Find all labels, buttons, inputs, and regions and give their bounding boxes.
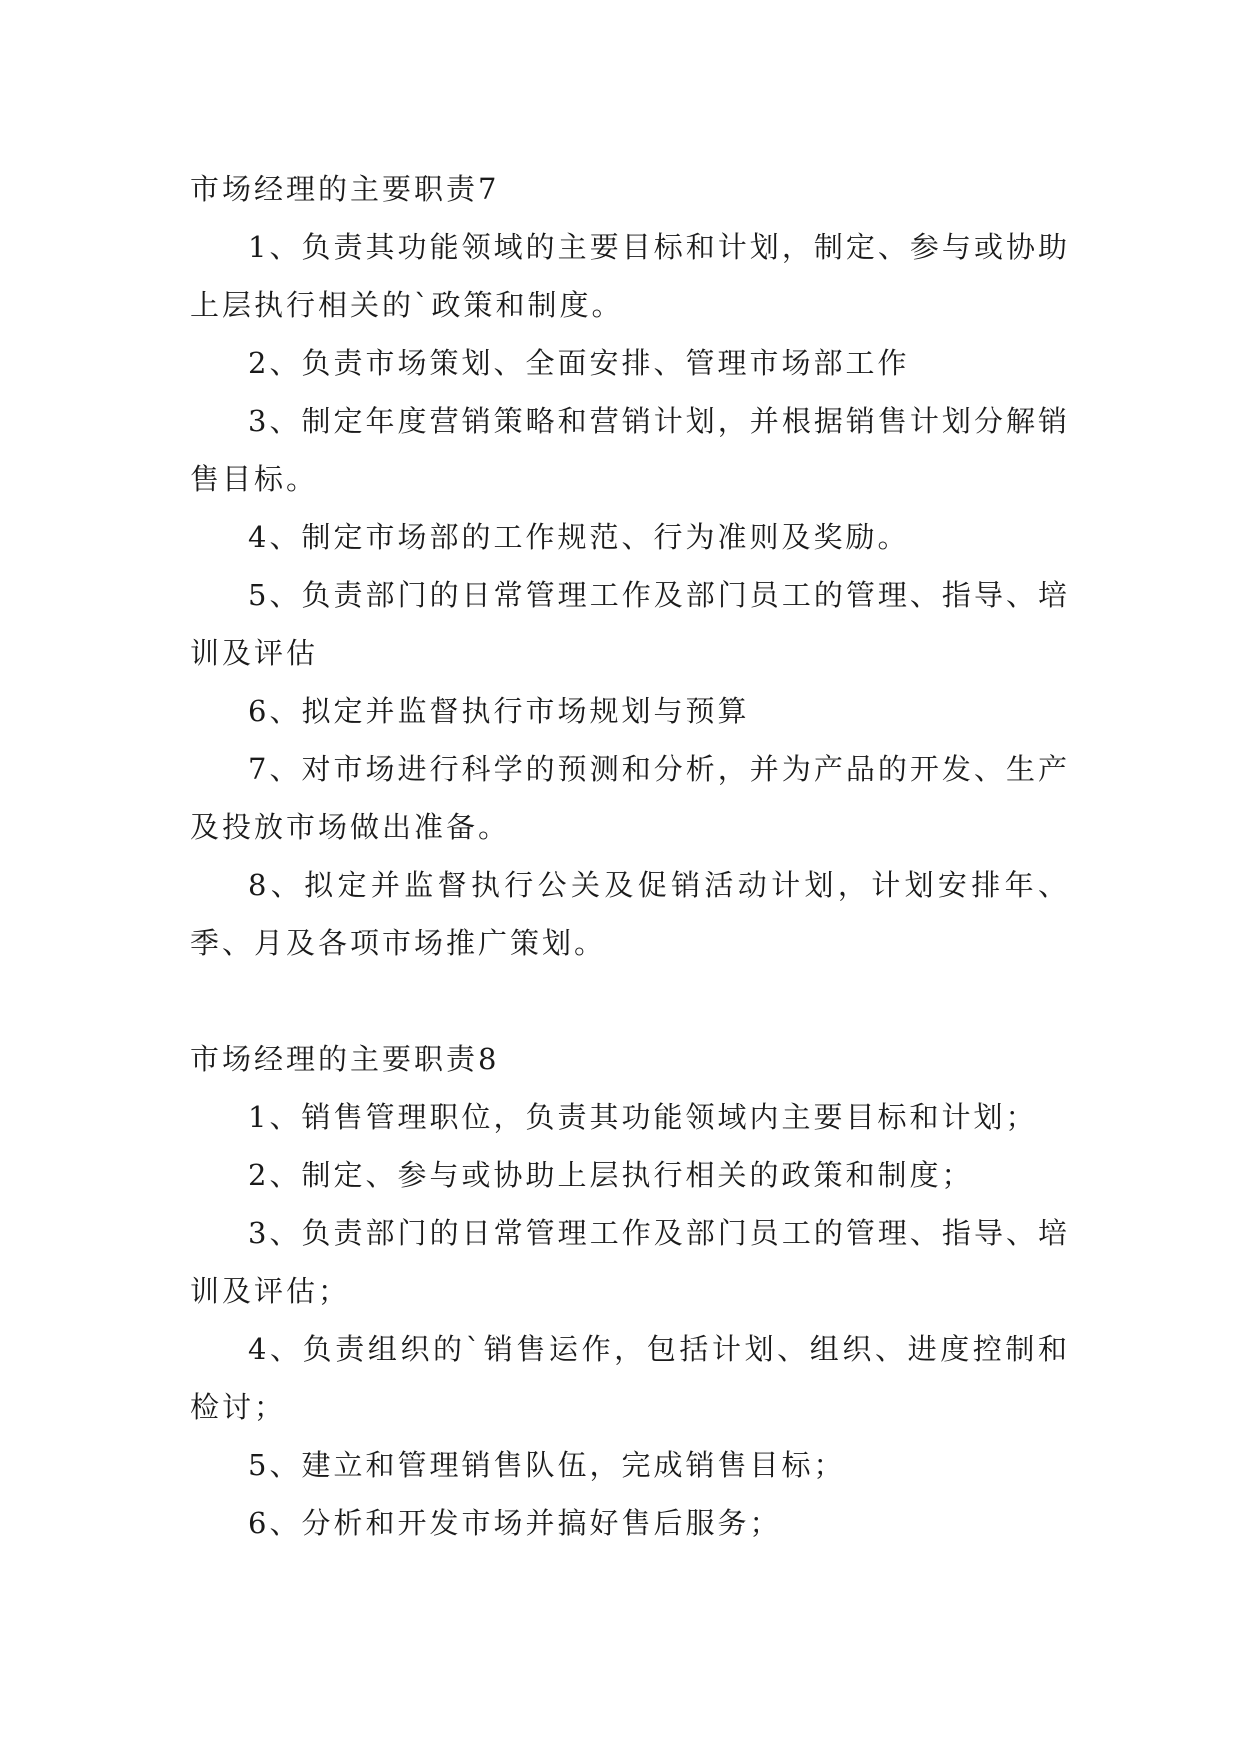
list-item: 2、制定、参与或协助上层执行相关的政策和制度； (248, 1158, 974, 1192)
list-item: 4、制定市场部的工作规范、行为准则及奖励。 (248, 520, 910, 554)
list-item: 4、负责组织的`销售运作，包括计划、组织、进度控制和检讨； (190, 1332, 1070, 1424)
section-responsibilities-8 (190, 1030, 1070, 1552)
list-item: 6、拟定并监督执行市场规划与预算 (248, 694, 750, 728)
section-responsibilities-7 (190, 160, 1070, 972)
list-item: 1、负责其功能领域的主要目标和计划，制定、参与或协助上层执行相关的`政策和制度。 (190, 230, 1070, 322)
section-heading: 市场经理的主要职责7 (190, 172, 500, 206)
list-item: 2、负责市场策划、全面安排、管理市场部工作 (248, 346, 910, 380)
list-item: 6、分析和开发市场并搞好售后服务； (248, 1506, 782, 1540)
section-heading: 市场经理的主要职责8 (190, 1042, 500, 1076)
list-item: 3、负责部门的日常管理工作及部门员工的管理、指导、培训及评估； (190, 1216, 1070, 1308)
list-item: 8、拟定并监督执行公关及促销活动计划，计划安排年、季、月及各项市场推广策划。 (190, 868, 1070, 960)
list-item: 7、对市场进行科学的预测和分析，并为产品的开发、生产及投放市场做出准备。 (190, 752, 1070, 844)
list-item: 5、负责部门的日常管理工作及部门员工的管理、指导、培训及评估 (190, 578, 1070, 670)
list-item: 3、制定年度营销策略和营销计划，并根据销售计划分解销售目标。 (190, 404, 1070, 496)
list-item: 5、建立和管理销售队伍，完成销售目标； (248, 1448, 846, 1482)
list-item: 1、销售管理职位，负责其功能领域内主要目标和计划； (248, 1100, 1038, 1134)
